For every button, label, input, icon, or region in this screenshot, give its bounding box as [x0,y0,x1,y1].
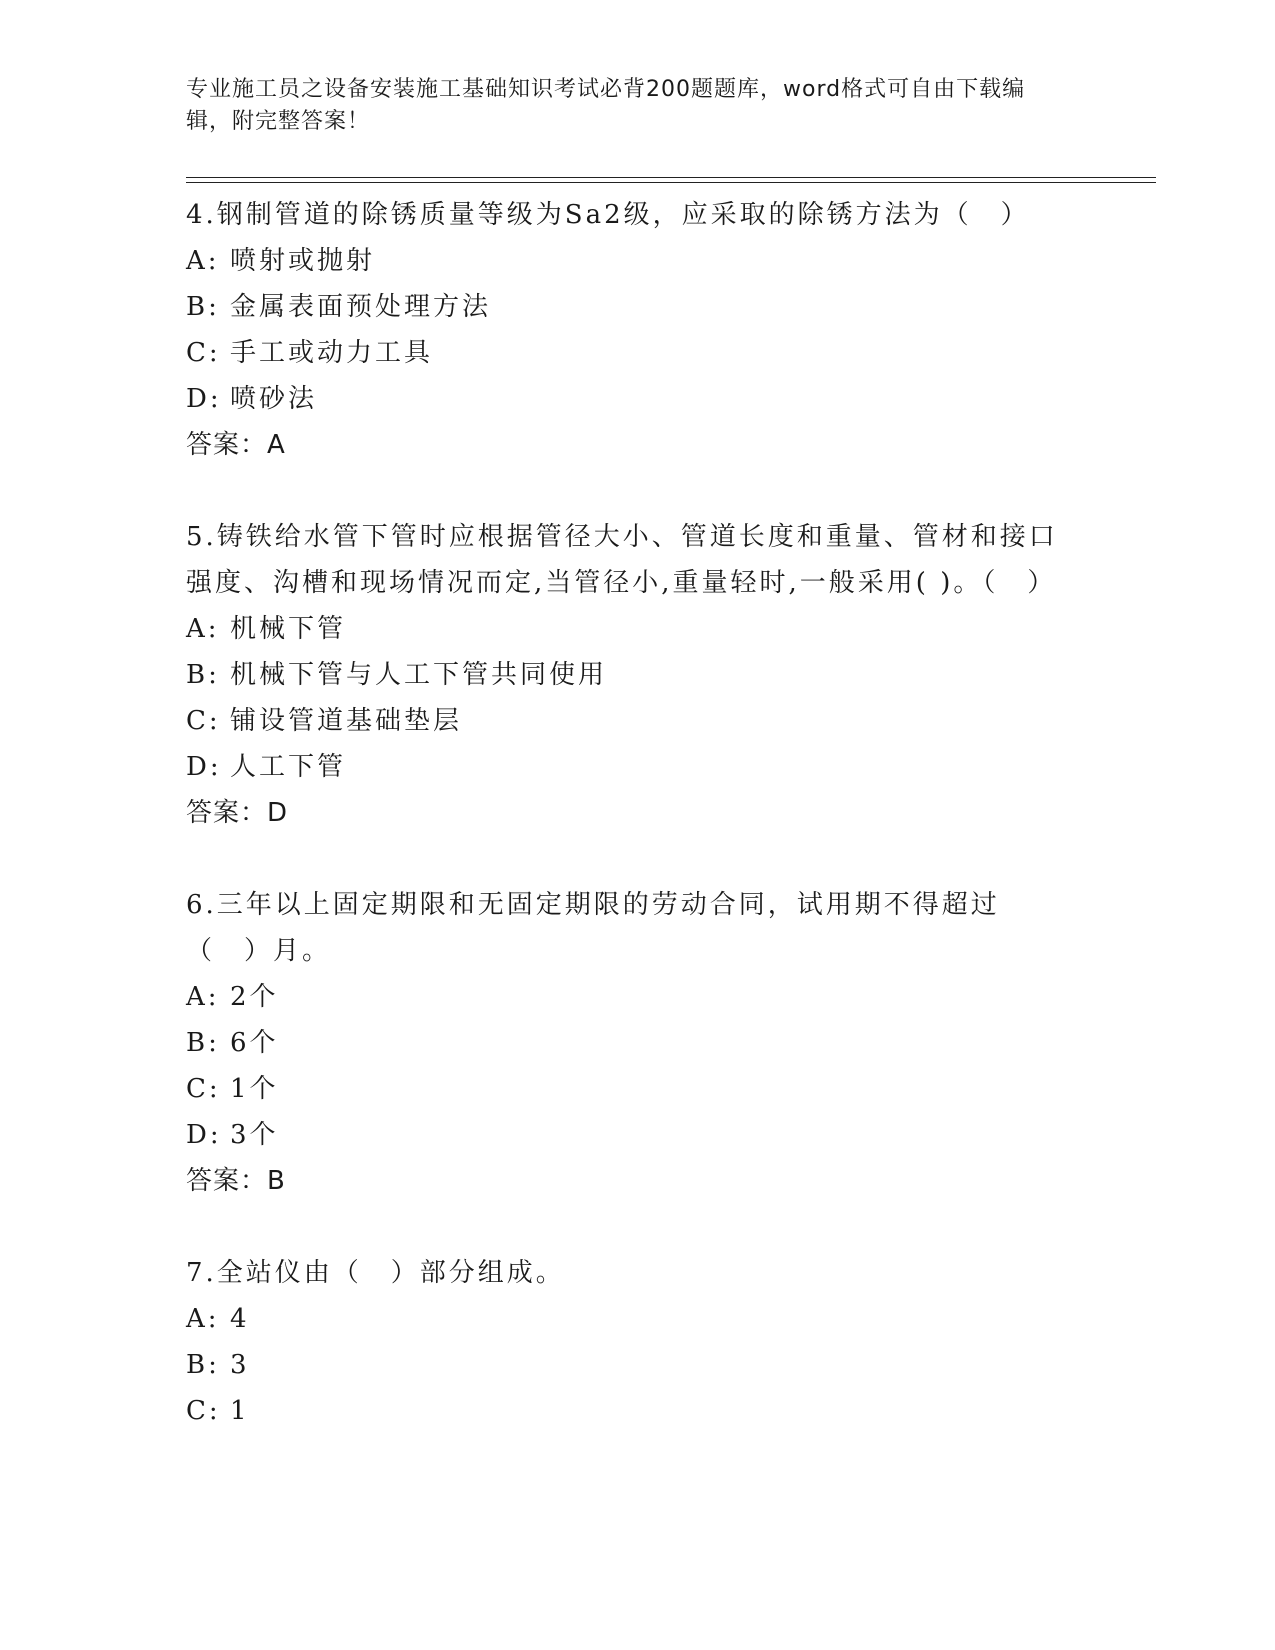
option-d [186,376,1066,422]
option-text: 喷砂法 [230,384,318,414]
option-b [186,284,1066,330]
option-letter: C: [186,706,221,736]
option-letter: D: [186,1120,222,1150]
document-header: 专业施工员之设备安装施工基础知识考试必背200题题库，word格式可自由下载编辑，附完整答案！ [186,77,1026,134]
option-letter: B: [186,292,220,322]
option-b [186,652,1066,698]
option-a [186,238,1066,284]
option-text: 喷射或抛射 [230,246,376,276]
option-letter: C: [186,338,221,368]
option-text: 3个 [230,1120,279,1150]
option-letter: B: [186,1350,220,1380]
option-c [186,698,1066,744]
option-text: 手工或动力工具 [230,338,434,368]
option-a [186,606,1066,652]
option-letter: A: [186,982,220,1012]
option-d [186,744,1066,790]
option-b [186,1020,1066,1066]
option-text: 机械下管 [230,614,347,644]
answer-line: 答案：B [186,1166,286,1196]
question-7 [186,1250,1066,1434]
question-text: 4.钢制管道的除锈质量等级为Sa2级，应采取的除锈方法为（ ） [186,200,1030,230]
question-text: 5.铸铁给水管下管时应根据管径大小、管道长度和重量、管材和接口强度、沟槽和现场情况而定,当管径小,重量轻时,一般采用( )。（ ） [186,522,1058,598]
option-letter: B: [186,660,220,690]
question-6 [186,882,1066,1204]
option-letter: B: [186,1028,220,1058]
answer-line: 答案：A [186,430,286,460]
option-d [186,1112,1066,1158]
option-letter: A: [186,246,220,276]
question-list [186,192,1066,1480]
option-letter: C: [186,1396,221,1426]
header-rule-top [186,177,1156,178]
answer-line: 答案：D [186,798,289,828]
option-text: 1个 [230,1074,279,1104]
option-text: 1 [230,1396,250,1426]
option-letter: C: [186,1074,221,1104]
header-rule-bottom [186,182,1156,183]
option-a [186,1296,1066,1342]
option-text: 2个 [230,982,279,1012]
option-letter: D: [186,752,222,782]
option-text: 6个 [230,1028,279,1058]
option-letter: A: [186,1304,220,1334]
option-letter: D: [186,384,222,414]
option-a [186,974,1066,1020]
option-b [186,1342,1066,1388]
option-text: 3 [230,1350,250,1380]
option-text: 机械下管与人工下管共同使用 [230,660,608,690]
question-text: 7.全站仪由（ ）部分组成。 [186,1258,565,1288]
option-text: 铺设管道基础垫层 [230,706,463,736]
option-text: 人工下管 [230,752,347,782]
question-5 [186,514,1066,836]
question-4 [186,192,1066,468]
option-text: 金属表面预处理方法 [230,292,492,322]
option-c [186,330,1066,376]
option-letter: A: [186,614,220,644]
option-text: 4 [230,1304,250,1334]
question-text: 6.三年以上固定期限和无固定期限的劳动合同，试用期不得超过（ ）月。 [186,890,1000,966]
option-c [186,1388,1066,1434]
option-c [186,1066,1066,1112]
